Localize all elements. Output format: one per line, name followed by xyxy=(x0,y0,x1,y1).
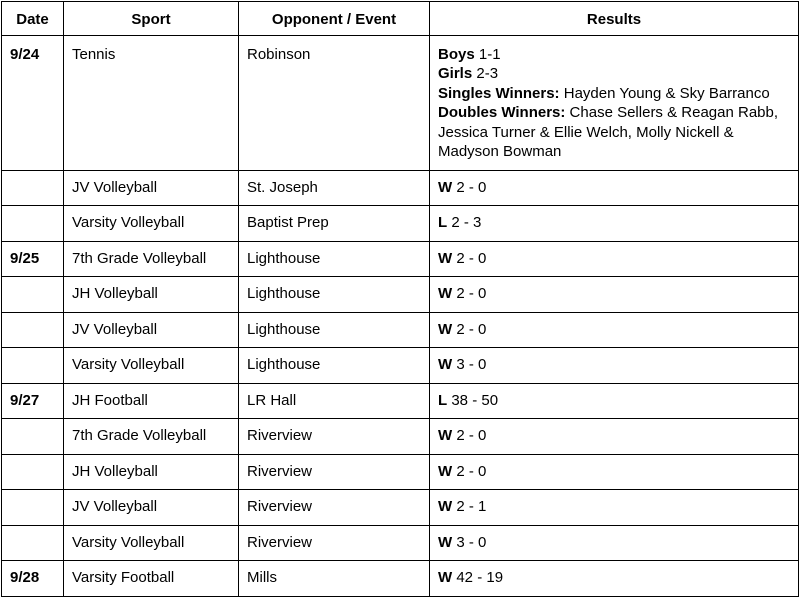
boys-score: 1-1 xyxy=(474,45,501,63)
results-cell xyxy=(430,348,799,384)
sport-cell: JV Volleyball xyxy=(64,490,239,526)
opponent-cell: Lighthouse xyxy=(239,241,430,277)
score-value: 3 - 0 xyxy=(452,356,487,373)
doubles-label: Doubles Winners: xyxy=(438,104,566,121)
results-cell xyxy=(430,170,799,206)
score-value: 3 - 0 xyxy=(452,533,487,551)
sport-cell: JV Volleyball xyxy=(64,170,239,206)
score-value: 2 - 0 xyxy=(452,320,487,338)
sport-cell: JH Football xyxy=(64,383,239,419)
results-cell xyxy=(430,241,799,277)
score-value: 2 - 0 xyxy=(452,178,487,196)
table-row xyxy=(2,383,799,419)
opponent-cell: St. Joseph xyxy=(239,170,430,206)
date-cell xyxy=(2,419,64,455)
sport-cell: Varsity Football xyxy=(64,561,239,597)
results-cell xyxy=(430,206,799,242)
sport-cell: JH Volleyball xyxy=(64,277,239,313)
date-cell xyxy=(2,206,64,242)
sport-cell: Varsity Volleyball xyxy=(64,348,239,384)
score-value: 2 - 0 xyxy=(452,427,487,444)
score-value: 2 - 1 xyxy=(452,498,487,515)
score-value: 2 - 0 xyxy=(452,285,487,302)
outcome-label: W xyxy=(438,533,453,551)
boys-label: Boys xyxy=(438,45,475,63)
score-value: 2 - 0 xyxy=(452,249,487,267)
table-row xyxy=(2,312,799,348)
boys-result xyxy=(438,45,790,65)
girls-label: Girls xyxy=(438,65,473,82)
outcome-label: W xyxy=(438,569,453,586)
results-cell xyxy=(430,312,799,348)
date-cell xyxy=(2,490,64,526)
date-cell xyxy=(2,348,64,384)
header-row xyxy=(2,2,799,36)
header-opponent: Opponent / Event xyxy=(239,2,430,36)
results-cell xyxy=(430,490,799,526)
girls-result xyxy=(438,64,790,84)
date-cell: 9/27 xyxy=(2,383,64,419)
opponent-cell: Lighthouse xyxy=(239,277,430,313)
opponent-cell: Lighthouse xyxy=(239,312,430,348)
outcome-label: W xyxy=(438,427,453,444)
score-value: 42 - 19 xyxy=(452,569,504,586)
outcome-label: W xyxy=(438,356,453,373)
opponent-cell: Riverview xyxy=(239,525,430,561)
sport-cell: 7th Grade Volleyball xyxy=(64,419,239,455)
table-row-tennis xyxy=(2,35,799,170)
opponent-cell: Riverview xyxy=(239,419,430,455)
singles-label: Singles Winners: xyxy=(438,84,560,102)
results-cell xyxy=(430,35,799,170)
date-cell: 9/25 xyxy=(2,241,64,277)
outcome-label: W xyxy=(438,249,453,267)
sport-cell: 7th Grade Volleyball xyxy=(64,241,239,277)
outcome-label: L xyxy=(438,391,448,409)
outcome-label: W xyxy=(438,285,453,302)
date-cell xyxy=(2,454,64,490)
table-row xyxy=(2,206,799,242)
outcome-label: W xyxy=(438,462,453,480)
date-cell xyxy=(2,312,64,348)
table-row xyxy=(2,454,799,490)
opponent-cell: Robinson xyxy=(239,35,430,170)
outcome-label: W xyxy=(438,498,453,515)
opponent-cell: Baptist Prep xyxy=(239,206,430,242)
opponent-cell: Mills xyxy=(239,561,430,597)
opponent-cell: Riverview xyxy=(239,490,430,526)
header-date: Date xyxy=(2,2,64,36)
doubles-names: Chase Sellers & Reagan Rabb, Jessica Turner & Ellie Welch, Molly Nickell & Madyson Bowman xyxy=(438,104,779,160)
sport-cell: Tennis xyxy=(64,35,239,170)
sport-cell: Varsity Volleyball xyxy=(64,525,239,561)
opponent-cell: LR Hall xyxy=(239,383,430,419)
sport-cell: JH Volleyball xyxy=(64,454,239,490)
opponent-cell: Riverview xyxy=(239,454,430,490)
outcome-label: W xyxy=(438,178,453,196)
date-cell xyxy=(2,277,64,313)
table-row xyxy=(2,170,799,206)
outcome-label: L xyxy=(438,214,448,231)
header-sport: Sport xyxy=(64,2,239,36)
results-cell xyxy=(430,454,799,490)
girls-score: 2-3 xyxy=(472,65,499,82)
table-row xyxy=(2,525,799,561)
score-value: 38 - 50 xyxy=(447,391,499,409)
singles-names: Hayden Young & Sky Barranco xyxy=(559,84,770,102)
results-cell xyxy=(430,383,799,419)
opponent-cell: Lighthouse xyxy=(239,348,430,384)
date-cell: 9/24 xyxy=(2,35,64,170)
score-value: 2 - 3 xyxy=(447,214,482,231)
header-results: Results xyxy=(430,2,799,36)
table-row xyxy=(2,277,799,313)
outcome-label: W xyxy=(438,320,453,338)
singles-result xyxy=(438,84,790,104)
date-cell: 9/28 xyxy=(2,561,64,597)
sport-cell: Varsity Volleyball xyxy=(64,206,239,242)
results-cell xyxy=(430,419,799,455)
score-value: 2 - 0 xyxy=(452,462,487,480)
results-cell xyxy=(430,525,799,561)
date-cell xyxy=(2,170,64,206)
table-row xyxy=(2,348,799,384)
results-table xyxy=(1,1,799,597)
table-row xyxy=(2,490,799,526)
results-cell xyxy=(430,277,799,313)
date-cell xyxy=(2,525,64,561)
doubles-result xyxy=(438,103,790,162)
table-row xyxy=(2,419,799,455)
sport-cell: JV Volleyball xyxy=(64,312,239,348)
table-row xyxy=(2,241,799,277)
